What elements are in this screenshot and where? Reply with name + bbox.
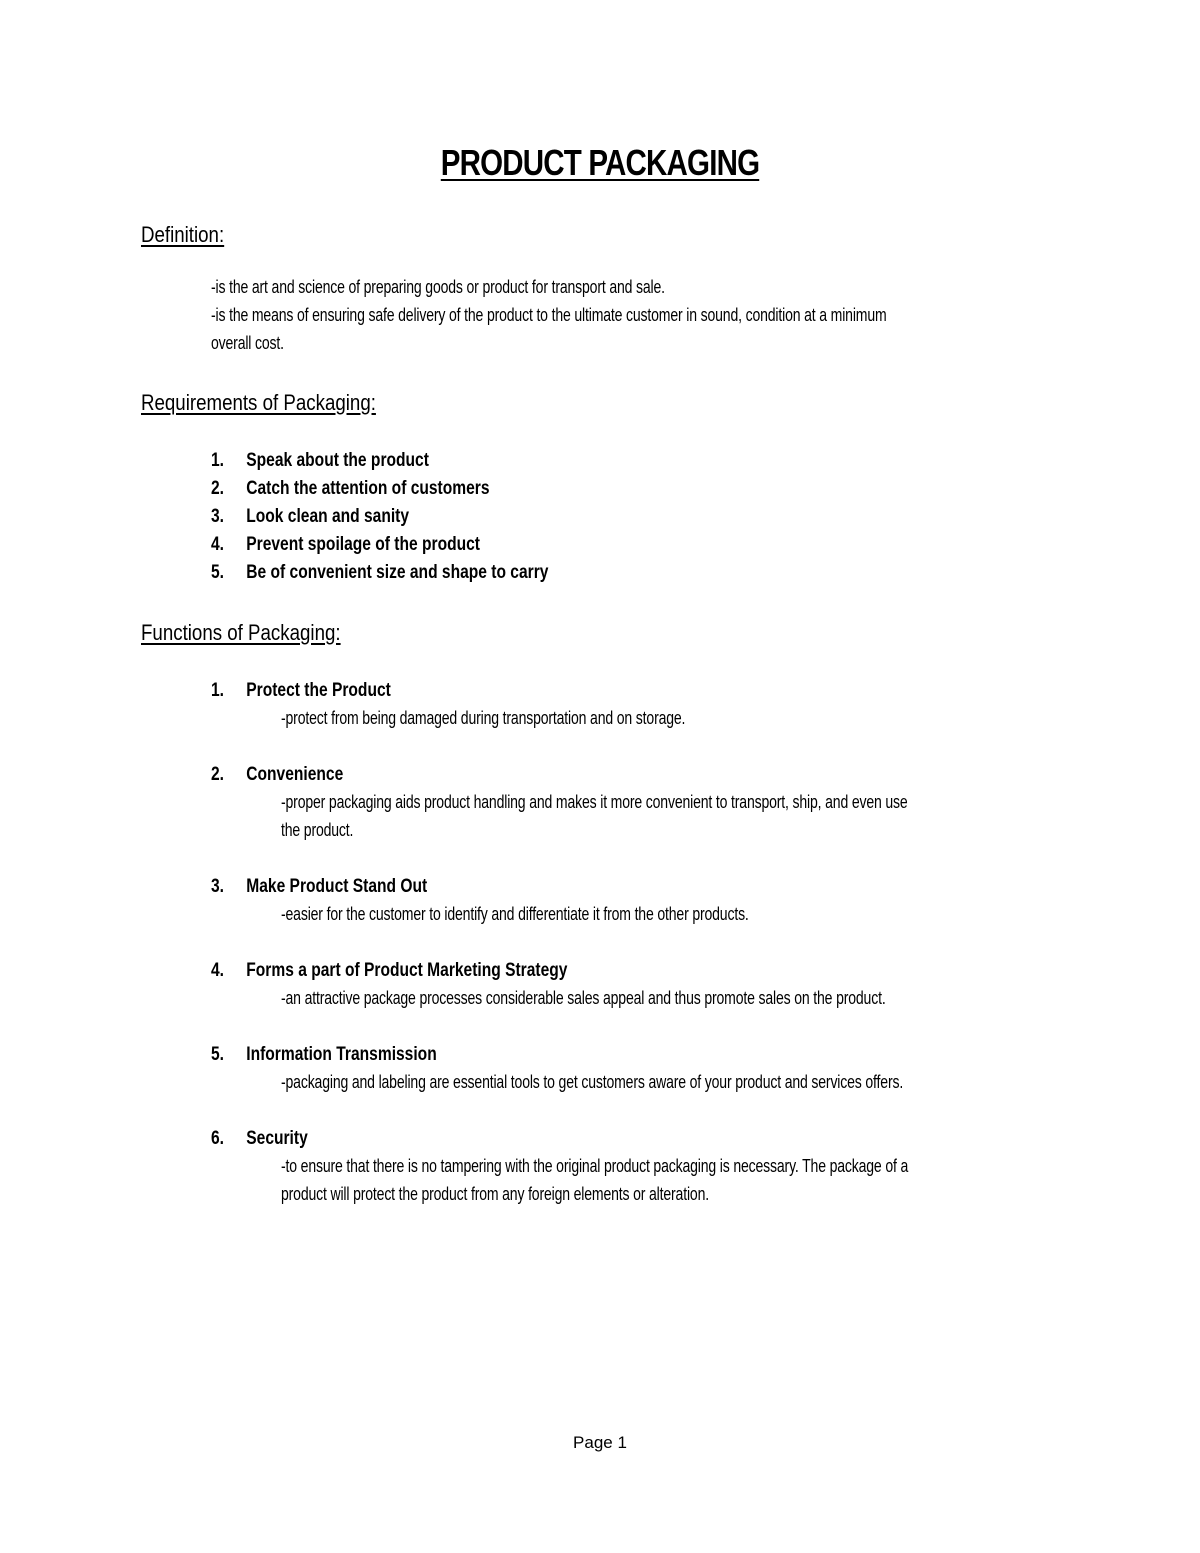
requirement-label: Be of convenient size and shape to carry	[246, 562, 549, 583]
requirement-item	[211, 534, 480, 556]
function-description: -an attractive package processes considerable sales appeal and thus promote sales on the product.	[281, 988, 886, 1008]
function-description: -easier for the customer to identify and differentiate it from the other products.	[281, 904, 749, 924]
function-label: Forms a part of Product Marketing Strategy	[246, 960, 568, 981]
function-label: Protect the Product	[246, 680, 391, 701]
function-number: 6.	[211, 1128, 225, 1149]
definition-heading: Definition:	[141, 222, 225, 247]
function-item	[211, 764, 343, 786]
function-description: -protect from being damaged during transportation and on storage.	[281, 708, 686, 728]
requirement-number: 5.	[211, 562, 225, 583]
function-item	[211, 1044, 437, 1066]
function-item	[211, 960, 567, 982]
function-description: -proper packaging aids product handling and makes it more convenient to transport, ship, and even use	[281, 792, 908, 812]
requirement-number: 2.	[211, 478, 225, 499]
requirement-item	[211, 450, 429, 472]
function-label: Make Product Stand Out	[246, 876, 428, 897]
page-title	[108, 142, 1092, 184]
function-number: 2.	[211, 764, 225, 785]
requirement-number: 3.	[211, 506, 225, 527]
requirement-number: 1.	[211, 450, 225, 471]
requirement-label: Prevent spoilage of the product	[246, 534, 480, 555]
requirement-number: 4.	[211, 534, 225, 555]
requirement-label: Catch the attention of customers	[246, 478, 490, 499]
definition-line: -is the art and science of preparing goods or product for transport and sale.	[211, 277, 665, 297]
requirement-item	[211, 478, 490, 500]
requirement-label: Look clean and sanity	[246, 506, 410, 527]
page-title-text: PRODUCT PACKAGING	[440, 142, 760, 183]
requirement-item	[211, 506, 409, 528]
function-description: the product.	[281, 820, 354, 840]
function-label: Security	[246, 1128, 308, 1149]
requirements-heading: Requirements of Packaging:	[141, 390, 376, 415]
function-description: -packaging and labeling are essential tools to get customers aware of your product and services offers.	[281, 1072, 904, 1092]
function-item	[211, 680, 391, 702]
definition-line: overall cost.	[211, 333, 284, 353]
requirement-label: Speak about the product	[246, 450, 429, 471]
function-description: product will protect the product from any foreign elements or alteration.	[281, 1184, 709, 1204]
definition-line: -is the means of ensuring safe delivery of the product to the ultimate customer in sound, condition at a minimum	[211, 305, 887, 325]
function-item	[211, 876, 427, 898]
function-item	[211, 1128, 308, 1150]
requirement-item	[211, 562, 548, 584]
functions-heading: Functions of Packaging:	[141, 620, 341, 645]
function-number: 1.	[211, 680, 225, 701]
function-number: 3.	[211, 876, 225, 897]
function-label: Convenience	[246, 764, 344, 785]
function-number: 5.	[211, 1044, 225, 1065]
function-label: Information Transmission	[246, 1044, 437, 1065]
function-description: -to ensure that there is no tampering with the original product packaging is necessary. The package of a	[281, 1156, 909, 1176]
function-number: 4.	[211, 960, 225, 981]
page-number: Page 1	[573, 1433, 627, 1452]
